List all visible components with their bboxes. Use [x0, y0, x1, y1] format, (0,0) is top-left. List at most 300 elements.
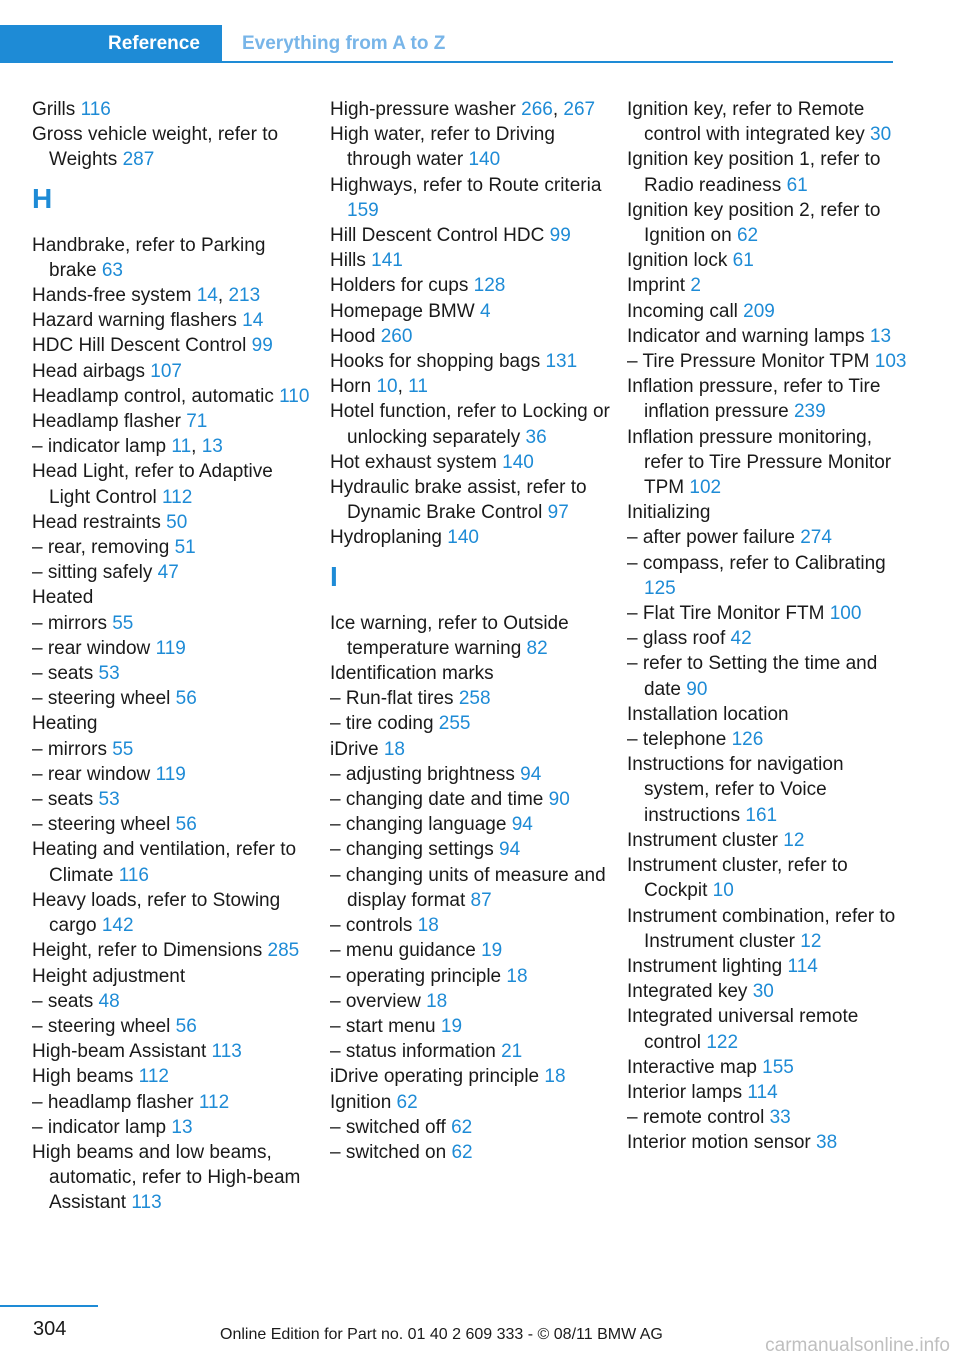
index-entry [627, 752, 909, 828]
index-entry [627, 702, 909, 727]
index-entry-text: Hills [330, 250, 372, 272]
index-entry-text: Hotel function, refer to Locking or unlocking separately [330, 401, 610, 448]
page-reference-link[interactable]: 94 [511, 814, 533, 836]
page-reference-link[interactable]: 122 [706, 1031, 739, 1053]
page-reference-link[interactable]: 42 [730, 628, 752, 650]
page-reference-link[interactable]: 38 [816, 1132, 838, 1154]
index-entry [32, 1039, 314, 1064]
index-entry [32, 585, 314, 610]
index-entry-text: Interior lamps [627, 1081, 748, 1103]
index-entry-text: Heating [32, 713, 98, 735]
index-entry-text: – changing date and time [330, 789, 549, 811]
index-entry [32, 359, 314, 384]
index-entry [32, 459, 314, 509]
index-entry [32, 888, 314, 938]
page-reference-link[interactable]: 47 [157, 562, 179, 584]
index-entry-text: High-beam Assistant [32, 1041, 212, 1063]
page-reference-link[interactable]: 266 [521, 99, 553, 120]
index-entry-text: – rear window [32, 637, 156, 659]
index-entry-text: – mirrors [32, 738, 113, 760]
index-entry-text: iDrive operating principle [330, 1066, 545, 1088]
index-entry-text: Hood [330, 325, 381, 347]
index-entry [627, 651, 909, 701]
page-reference-link[interactable]: 87 [470, 889, 492, 911]
index-entry [32, 1140, 314, 1216]
page-reference-link[interactable]: 285 [267, 940, 300, 962]
index-entry [330, 787, 612, 812]
page-reference-link[interactable]: 71 [186, 411, 208, 433]
page-reference-link[interactable]: 19 [440, 1015, 463, 1037]
index-entry [330, 1140, 612, 1165]
index-entry-text: Indicator and warning lamps [627, 325, 870, 347]
index-entry [32, 333, 314, 358]
page-reference-link[interactable]: 267 [563, 99, 596, 120]
page-reference-link[interactable]: 30 [870, 124, 892, 146]
index-entry [627, 828, 909, 853]
page-reference-link[interactable]: 155 [762, 1056, 794, 1078]
index-entry-text: – overview [330, 990, 427, 1012]
index-entry [627, 525, 909, 550]
index-entry-text: Hill Descent Control HDC [330, 225, 550, 247]
page-reference-link[interactable]: 140 [502, 451, 534, 473]
page-reference-link[interactable]: 112 [162, 486, 193, 508]
index-entry [330, 711, 612, 736]
index-entry-text: – controls [330, 915, 418, 937]
page-reference-link[interactable]: 102 [689, 477, 722, 499]
index-entry [330, 223, 612, 248]
index-entry [330, 1014, 612, 1039]
index-entry-text: – steering wheel [32, 688, 176, 710]
index-entry-text: – adjusting brightness [330, 763, 521, 785]
index-entry [32, 762, 314, 787]
index-entry-text: Installation location [627, 703, 789, 725]
index-entry-text: – switched off [330, 1116, 452, 1138]
page-reference-link[interactable]: 56 [175, 688, 197, 710]
index-entry-text: – rear, removing [32, 537, 175, 559]
index-entry [330, 913, 612, 938]
page-reference-link[interactable]: 99 [251, 335, 273, 357]
index-entry [627, 1080, 909, 1105]
index-entry [32, 787, 314, 812]
page-reference-link[interactable]: 82 [526, 637, 548, 659]
page-reference-link[interactable]: 140 [468, 149, 501, 171]
index-entry-text: – Tire Pressure Monitor TPM [627, 351, 875, 373]
page-reference-link[interactable]: 62 [451, 1116, 473, 1138]
index-entry-text: Initializing [627, 502, 711, 524]
index-entry [330, 299, 612, 324]
index-entry [330, 863, 612, 913]
index-entry [330, 1090, 612, 1115]
index-entry [627, 601, 909, 626]
index-entry: – indicator lamp 11, 13 [32, 436, 223, 458]
index-entry [32, 384, 314, 409]
index-entry [330, 173, 612, 223]
page-reference-link[interactable]: 159 [347, 199, 379, 221]
page-reference-link[interactable]: 33 [769, 1107, 791, 1129]
index-entry [330, 349, 612, 374]
index-entry-text: Ignition [330, 1091, 397, 1113]
page-reference-link[interactable]: 61 [732, 250, 754, 272]
index-entry-text: Instrument cluster [627, 829, 784, 851]
index-entry [627, 853, 909, 903]
index-entry [627, 626, 909, 651]
index-entry-text: HDC Hill Descent Control [32, 335, 252, 357]
page-reference-link[interactable]: 30 [752, 981, 774, 1003]
index-entry [32, 233, 314, 283]
index-entry-text: Interactive map [627, 1056, 763, 1078]
page-reference-link[interactable]: 2 [690, 275, 701, 297]
page-reference-link[interactable]: 213 [228, 285, 261, 307]
page-reference-link[interactable]: 209 [743, 300, 775, 322]
index-entry-text: Heated [32, 587, 94, 609]
page-reference-link[interactable]: 48 [98, 990, 120, 1012]
index-entry-text: Integrated universal remote control [627, 1006, 859, 1053]
index-entry-text: – indicator lamp [32, 1116, 172, 1138]
index-entry-text: – refer to Setting the time and date [627, 653, 878, 700]
page-reference-link[interactable]: 116 [80, 99, 111, 120]
page-reference-link[interactable]: 94 [520, 763, 542, 785]
index-entry [330, 1064, 612, 1089]
index-entry [32, 989, 314, 1014]
header-section-title: Everything from A to Z [242, 33, 446, 54]
index-entry [32, 964, 314, 989]
index-entry [330, 450, 612, 475]
index-entry [32, 409, 314, 434]
index-entry-text: Identification marks [330, 663, 494, 685]
page-reference-link[interactable]: 128 [473, 275, 506, 297]
page-reference-link[interactable]: 10 [376, 376, 398, 398]
page-reference-link[interactable]: 13 [171, 1116, 193, 1138]
index-entry-text: – menu guidance [330, 940, 482, 962]
index-entry [330, 248, 612, 273]
page-reference-link[interactable]: 142 [101, 915, 134, 937]
index-entry-text: Ignition key, refer to Remote control with integrated key [627, 99, 871, 146]
index-entry-text: – seats [32, 990, 99, 1012]
index-entry [32, 1064, 314, 1089]
index-entry-text: Imprint [627, 275, 691, 297]
page-reference-link[interactable]: 50 [166, 511, 188, 533]
index-entry-text: – headlamp flasher [32, 1091, 199, 1113]
page-reference-link[interactable]: 14 [242, 310, 264, 332]
page-reference-link[interactable]: 18 [383, 738, 405, 760]
index-entry [32, 711, 314, 736]
index-entry-text: Horn [330, 376, 377, 398]
index-entry [627, 904, 909, 954]
index-entry [32, 510, 314, 535]
index-entry [32, 1115, 314, 1140]
index-entry-text: Hooks for shopping bags [330, 351, 546, 373]
watermark: carmanualsonline.info [765, 1335, 950, 1356]
index-entry-text: Gross vehicle weight, refer to Weights [32, 124, 279, 171]
index-entry [32, 636, 314, 661]
page-reference-link[interactable]: 21 [501, 1041, 523, 1063]
index-entry-text: – steering wheel [32, 814, 176, 836]
page-reference-link[interactable]: 19 [481, 940, 503, 962]
page-reference-link[interactable]: 103 [874, 351, 907, 373]
index-column-2 [330, 97, 612, 1165]
index-entry [330, 686, 612, 711]
index-entry [32, 812, 314, 837]
page-reference-link[interactable]: 13 [201, 436, 223, 458]
index-entry-text: Incoming call [627, 300, 744, 322]
index-entry [330, 1115, 612, 1140]
page-reference-link[interactable]: 53 [98, 663, 120, 685]
index-entry: High-pressure washer 266, 267 [330, 99, 596, 120]
index-entry-text: Hands-free system [32, 285, 197, 307]
index-entry [330, 762, 612, 787]
index-entry-text: High beams [32, 1066, 139, 1088]
page-reference-link[interactable]: 126 [731, 729, 764, 751]
index-entry-text: Instrument combination, refer to Instrument cluster [627, 905, 896, 952]
page-reference-link[interactable]: 18 [417, 915, 439, 937]
index-entry-text: – Flat Tire Monitor FTM [627, 603, 830, 625]
index-entry [627, 299, 909, 324]
index-entry-text: Head airbags [32, 360, 151, 382]
index-entry [330, 273, 612, 298]
index-entry-text: – sitting safely [32, 562, 158, 584]
index-entry-text: – after power failure [627, 527, 801, 549]
page-reference-link[interactable]: 4 [479, 300, 491, 322]
index-entry [330, 938, 612, 963]
index-entry [330, 812, 612, 837]
index-entry-text: Ice warning, refer to Outside temperature warning [330, 612, 569, 659]
header-tab-reference: Reference [0, 25, 222, 62]
index-entry-text: – operating principle [330, 965, 507, 987]
index-entry-text: Ignition key position 1, refer to Radio readiness [627, 149, 881, 196]
page-reference-link[interactable]: 90 [548, 789, 570, 811]
index-entry-text: – compass, refer to Calibrating [627, 552, 886, 574]
index-entry-text: – seats [32, 663, 99, 685]
page-reference-link[interactable]: 161 [745, 804, 778, 826]
index-entry-text: Inflation pressure, refer to Tire inflation pressure [627, 376, 881, 423]
page-reference-link[interactable]: 55 [112, 738, 134, 760]
page-reference-link[interactable]: 90 [686, 678, 708, 700]
index-entry-text: – indicator lamp [32, 436, 172, 458]
index-entry [627, 198, 909, 248]
page-reference-link[interactable]: 11 [171, 436, 192, 458]
index-entry [32, 308, 314, 333]
page-reference-link[interactable]: 12 [800, 930, 822, 952]
index-entry-text: Hydroplaning [330, 527, 448, 549]
index-entry [330, 737, 612, 762]
page-reference-link[interactable]: 107 [150, 360, 182, 382]
index-entry-text: Headlamp flasher [32, 411, 187, 433]
index-entry-text: Highways, refer to Route criteria [330, 174, 602, 196]
index-entry [32, 611, 314, 636]
page-reference-link[interactable]: 53 [98, 789, 120, 811]
page-reference-link[interactable]: 97 [547, 502, 569, 524]
index-entry [627, 1055, 909, 1080]
page-reference-link[interactable]: 14 [196, 285, 218, 307]
index-entry-text: Height, refer to Dimensions [32, 940, 268, 962]
index-entry: Horn 10, 11 [330, 376, 428, 398]
index-entry [330, 611, 612, 661]
page-reference-link[interactable]: 287 [122, 149, 155, 171]
index-entry [32, 1090, 314, 1115]
index-entry [627, 324, 909, 349]
page-reference-link[interactable]: 112 [198, 1091, 230, 1113]
index-entry [627, 97, 909, 147]
index-entry-text: – remote control [627, 1107, 770, 1129]
index-entry-text: Height adjustment [32, 965, 186, 987]
index-entry [627, 1130, 909, 1155]
index-entry [330, 122, 612, 172]
index-entry [627, 551, 909, 601]
index-entry [627, 954, 909, 979]
index-entry-text: Grills [32, 99, 81, 120]
index-entry-text: Hot exhaust system [330, 451, 503, 473]
index-entry-text: iDrive [330, 738, 384, 760]
index-entry [627, 979, 909, 1004]
page-reference-link[interactable]: 10 [712, 880, 734, 902]
index-entry [32, 560, 314, 585]
index-entry: Hands-free system 14, 213 [32, 285, 261, 307]
index-entry-text: Interior motion sensor [627, 1132, 817, 1154]
index-entry-text: Heavy loads, refer to Stowing cargo [32, 889, 281, 937]
index-entry-text: Instrument lighting [627, 955, 788, 977]
index-entry [627, 147, 909, 197]
index-entry [330, 661, 612, 686]
index-entry-text: – glass roof [627, 628, 731, 650]
index-entry-text: – changing settings [330, 839, 500, 861]
index-entry-text: – telephone [627, 729, 732, 751]
index-entry-text: – tire coding [330, 713, 439, 735]
page-reference-link[interactable]: 55 [112, 612, 134, 634]
index-entry [627, 349, 909, 374]
index-entry-text: Homepage BMW [330, 300, 480, 322]
index-entry-text: – changing language [330, 814, 512, 836]
index-entry [330, 989, 612, 1014]
index-entry [330, 837, 612, 862]
page-reference-link[interactable]: 141 [371, 250, 403, 272]
index-entry-text: – Run-flat tires [330, 688, 459, 710]
page-reference-link[interactable]: 61 [786, 174, 808, 196]
page-reference-link[interactable]: 114 [747, 1081, 778, 1103]
page-reference-link[interactable]: 13 [869, 325, 892, 347]
page-reference-link[interactable]: 112 [138, 1066, 169, 1088]
index-entry [32, 686, 314, 711]
index-entry [627, 727, 909, 752]
page-reference-link[interactable]: 18 [544, 1066, 566, 1088]
page-reference-link[interactable]: 119 [155, 763, 186, 785]
page-reference-link[interactable]: 114 [787, 955, 818, 977]
index-entry [330, 324, 612, 349]
index-entry [627, 374, 909, 424]
page-reference-link[interactable]: 110 [279, 385, 310, 407]
index-column-1 [32, 97, 314, 1216]
index-entry-text: High water, refer to Driving through water [330, 124, 555, 171]
edition-note: Online Edition for Part no. 01 40 2 609 333 - © 08/11 BMW AG [220, 1326, 663, 1343]
page-reference-link[interactable]: 274 [800, 527, 832, 549]
index-entry [32, 122, 314, 172]
page-reference-link[interactable]: 36 [525, 426, 547, 448]
index-entry-text: – rear window [32, 763, 156, 785]
page-number: 304 [33, 1318, 67, 1340]
index-entry [32, 97, 314, 122]
page-reference-link[interactable]: 125 [644, 577, 676, 599]
page-reference-link[interactable]: 11 [408, 376, 428, 398]
index-entry [32, 938, 314, 963]
page-reference-link[interactable]: 56 [175, 814, 197, 836]
index-entry-text: High beams and low beams, automatic, refer to High-beam Assistant [32, 1141, 301, 1214]
index-entry [32, 737, 314, 762]
page-reference-link[interactable]: 18 [426, 990, 448, 1012]
index-entry [627, 500, 909, 525]
index-entry-text: Head restraints [32, 511, 167, 533]
index-entry [627, 1105, 909, 1130]
index-entry [330, 525, 612, 550]
index-entry-text: – start menu [330, 1015, 441, 1037]
index-entry-text: Inflation pressure monitoring, refer to Tire Pressure Monitor TPM [627, 426, 892, 499]
index-entry-text: Ignition lock [627, 250, 733, 272]
index-entry-text: Headlamp control, automatic [32, 385, 280, 407]
page-reference-link[interactable]: 131 [545, 351, 578, 373]
page-reference-link[interactable]: 100 [829, 603, 862, 625]
index-entry [32, 535, 314, 560]
index-column-3 [627, 97, 909, 1156]
page-reference-link[interactable]: 255 [438, 713, 471, 735]
page-reference-link[interactable]: 258 [458, 688, 491, 710]
index-entry-text: Instructions for navigation system, refer to Voice instructions [627, 754, 844, 826]
footer-rule [0, 1305, 98, 1307]
index-entry [32, 661, 314, 686]
index-entry [32, 837, 314, 887]
page-reference-link[interactable]: 119 [155, 637, 186, 659]
index-entry-text: High-pressure washer [330, 99, 522, 120]
index-entry [330, 964, 612, 989]
page-reference-link[interactable]: 113 [211, 1041, 242, 1063]
page-reference-link[interactable]: 63 [101, 259, 123, 281]
index-entry-text: Heating and ventilation, refer to Climate [32, 839, 297, 886]
page-reference-link[interactable]: 239 [793, 401, 826, 423]
index-entry-text: Ignition key position 2, refer to Ignition on [627, 199, 881, 247]
page-reference-link[interactable]: 62 [396, 1091, 418, 1113]
index-entry-text: – status information [330, 1041, 502, 1063]
index-entry-text: Handbrake, refer to Parking brake [32, 234, 266, 281]
index-entry [627, 1004, 909, 1054]
page-reference-link[interactable]: 116 [118, 864, 149, 886]
page-reference-link[interactable]: 51 [174, 537, 196, 559]
page-reference-link[interactable]: 140 [447, 527, 479, 549]
page-reference-link[interactable]: 94 [499, 839, 521, 861]
index-entry-text: Instrument cluster, refer to Cockpit [627, 855, 848, 902]
index-entry [627, 273, 909, 298]
page-reference-link[interactable]: 56 [175, 1015, 197, 1037]
index-entry-text: – seats [32, 789, 99, 811]
section-letter: I [330, 560, 338, 592]
index-entry-text: Integrated key [627, 981, 753, 1003]
index-entry-text: Head Light, refer to Adaptive Light Control [32, 461, 273, 508]
page-reference-link[interactable]: 18 [506, 965, 528, 987]
page-reference-link[interactable]: 12 [783, 829, 805, 851]
page-reference-link[interactable]: 113 [131, 1192, 162, 1214]
index-entry-text: Hazard warning flashers [32, 310, 243, 332]
index-entry-text: – switched on [330, 1141, 452, 1163]
page-reference-link[interactable]: 99 [549, 225, 571, 247]
index-entry [627, 248, 909, 273]
index-entry-text: Hydraulic brake assist, refer to Dynamic Brake Control [330, 477, 587, 524]
page-reference-link[interactable]: 62 [451, 1141, 473, 1163]
section-letter: H [32, 182, 53, 214]
page-reference-link[interactable]: 62 [736, 225, 759, 247]
index-entry [330, 1039, 612, 1064]
page-reference-link[interactable]: 260 [380, 325, 413, 347]
index-entry [32, 1014, 314, 1039]
index-entry [330, 475, 612, 525]
index-entry-text: – changing units of measure and display format [330, 864, 606, 911]
index-entry-text: – mirrors [32, 612, 113, 634]
index-entry-text: – steering wheel [32, 1015, 176, 1037]
